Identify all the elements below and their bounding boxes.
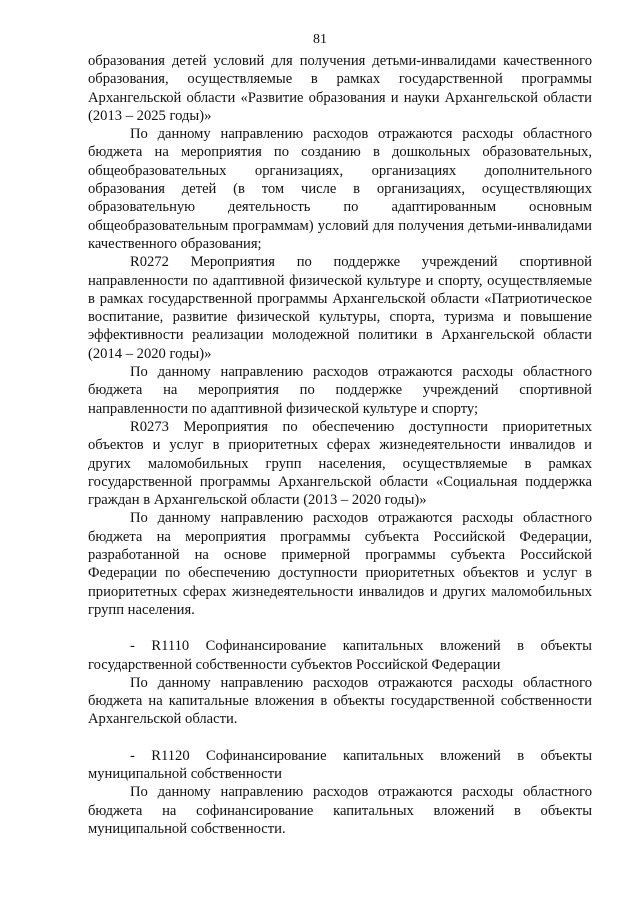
paragraph-r1110-heading: - R1110 Софинансирование капитальных вложений в объекты государственной собственности субъектов Российской Федерации [88,638,592,673]
page-number: 81 [313,32,327,47]
paragraph: По данному направлению расходов отражаются расходы областного бюджета на мероприятия по поддержке учреждений спортивной направленности по адаптивной физической культуре и спорту; [88,364,592,417]
paragraph-r1120-heading: - R1120 Софинансирование капитальных вложений в объекты муниципальной собственности [88,747,592,782]
document-body [88,52,592,838]
paragraph: По данному направлению расходов отражаются расходы областного бюджета на софинансирование капитальных вложений в объекты муниципальной собственности. [88,784,592,837]
paragraph-continuation: образования детей условий для получения детьми-инвалидами качественного образования, осуществляемые в рамках государственной программы Архангельской области «Развитие образования и науки Архангельской области (2013 – 2025 годы)» [88,53,592,124]
paragraph: По данному направлению расходов отражаются расходы областного бюджета на мероприятия по созданию в дошкольных образовательных, общеобразовательных организациях, организациях дополнительного образования детей (в том числе в организациях, осуществляющих образовательную деятельность по адаптированным основным общеобразовательным программам) условий для получения детьми-инвалидами качественного образования; [88,126,592,252]
paragraph-r0273-heading: R0273 Мероприятия по обеспечению доступности приоритетных объектов и услуг в приоритетных сферах жизнедеятельности инвалидов и других маломобильных групп населения, осуществляемые в рамках государственной программы Архангельской области «Социальная поддержка граждан в Архангельской области (2013 – 2020 годы)» [88,418,592,509]
paragraph: По данному направлению расходов отражаются расходы областного бюджета на мероприятия программы субъекта Российской Федерации, разработанной на основе примерной программы субъекта Российской Федерации по обеспечению доступности приоритетных объектов и услуг в приоритетных сферах жизнедеятельности инвалидов и других маломобильных групп населения. [88,510,592,618]
paragraph-r0272-heading: R0272 Мероприятия по поддержке учреждений спортивной направленности по адаптивной физической культуре и спорту, осуществляемые в рамках государственной программы Архангельской области «Патриотическое воспитание, развитие физической культуры, спорта, туризма и повышение эффективности реализации молодежной политики в Архангельской области (2014 – 2020 годы)» [88,254,592,362]
spacer [88,619,592,637]
paragraph: По данному направлению расходов отражаются расходы областного бюджета на капитальные вложения в объекты государственной собственности Архангельской области. [88,674,592,728]
spacer [88,729,592,747]
